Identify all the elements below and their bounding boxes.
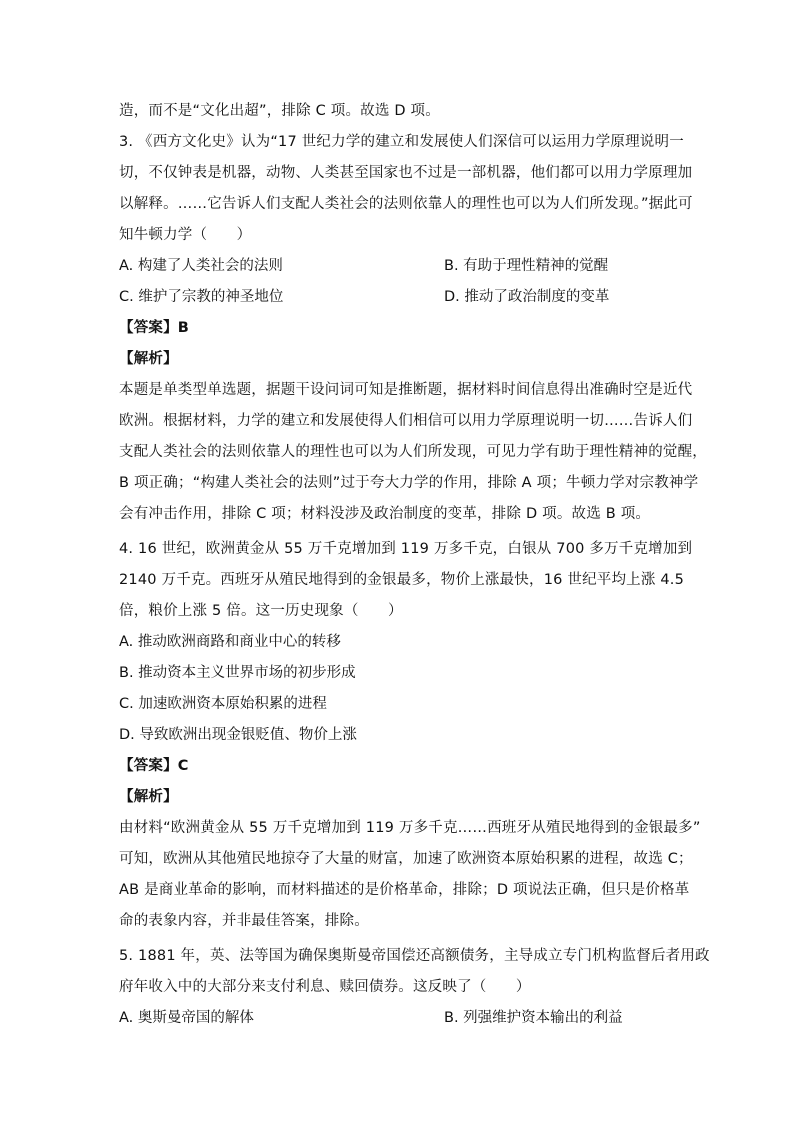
q3-analysis-label: 【解析】 [119,351,178,367]
q5-stem-line-1: 5. 1881 年，英、法等国为确保奥斯曼帝国偿还高额债务，主导成立专门机构监督后者用政 [119,948,710,964]
q3-stem-line-2: 切，不仅钟表是机器，动物、人类甚至国家也不过是一部机器，他们都可以用力学原理加 [119,165,693,181]
q3-answer: 【答案】B [119,320,190,336]
q5-option-b: B. 列强维护资本输出的利益 [444,1010,623,1026]
q4-option-a: A. 推动欧洲商路和商业中心的转移 [119,634,341,650]
q4-stem-line-2: 2140 万千克。西班牙从殖民地得到的金银最多，物价上涨最快，16 世纪平均上涨 4.5 [119,572,685,588]
q5-stem-line-2: 府年收入中的大部分来支付利息、赎回债券。这反映了（ ） [119,979,531,995]
q3-analysis-line-2: 欧洲。根据材料，力学的建立和发展使得人们相信可以用力学原理说明一切……告诉人们 [119,413,693,429]
q3-option-b: B. 有助于理性精神的觉醒 [444,258,609,274]
intro-line: 造，而不是“文化出超”，排除 C 项。故选 D 项。 [119,103,440,119]
q3-option-a: A. 构建了人类社会的法则 [119,258,283,274]
q4-analysis-label: 【解析】 [119,789,178,805]
q4-analysis-line-1: 由材料“欧洲黄金从 55 万千克增加到 119 万多千克……西班牙从殖民地得到的金银最多” [119,820,701,836]
q3-stem-line-1: 3. 《西方文化史》认为“17 世纪力学的建立和发展使人们深信可以运用力学原理说明一 [119,134,684,150]
q5-option-a: A. 奥斯曼帝国的解体 [119,1010,254,1026]
q4-stem-line-1: 4. 16 世纪，欧洲黄金从 55 万千克增加到 119 万多千克，白银从 700 多万千克增加到 [119,541,693,557]
q3-stem-line-3: 以解释。……它告诉人们支配人类社会的法则依靠人的理性也可以为人们所发现。”据此可 [119,196,693,212]
q4-answer: 【答案】C [119,758,189,774]
q3-option-c: C. 维护了宗教的神圣地位 [119,289,284,305]
q4-option-c: C. 加速欧洲资本原始积累的进程 [119,696,327,712]
q3-analysis-line-4: B 项正确；“构建人类社会的法则”过于夸大力学的作用，排除 A 项；牛顿力学对宗教神学 [119,475,699,491]
q3-analysis-line-5: 会有冲击作用，排除 C 项；材料没涉及政治制度的变革，排除 D 项。故选 B 项。 [119,506,651,522]
q3-option-d: D. 推动了政治制度的变革 [444,289,610,305]
q3-stem-line-4: 知牛顿力学（ ） [119,227,252,243]
q3-analysis-line-3: 支配人类社会的法则依靠人的理性也可以为人们所发现，可见力学有助于理性精神的觉醒， [119,444,707,460]
q4-analysis-line-4: 命的表象内容，并非最佳答案，排除。 [119,913,369,929]
q4-analysis-line-3: AB 是商业革命的影响，而材料描述的是价格革命，排除；D 项说法正确，但只是价格革 [119,882,690,898]
q4-stem-line-3: 倍，粮价上涨 5 倍。这一历史现象（ ） [119,603,403,619]
q4-option-d: D. 导致欧洲出现金银贬值、物价上涨 [119,727,357,743]
q3-analysis-line-1: 本题是单类型单选题，据题干设问词可知是推断题，据材料时间信息得出准确时空是近代 [119,382,693,398]
q4-analysis-line-2: 可知，欧洲从其他殖民地掠夺了大量的财富，加速了欧洲资本原始积累的进程，故选 C； [119,851,693,867]
q4-option-b: B. 推动资本主义世界市场的初步形成 [119,665,356,681]
